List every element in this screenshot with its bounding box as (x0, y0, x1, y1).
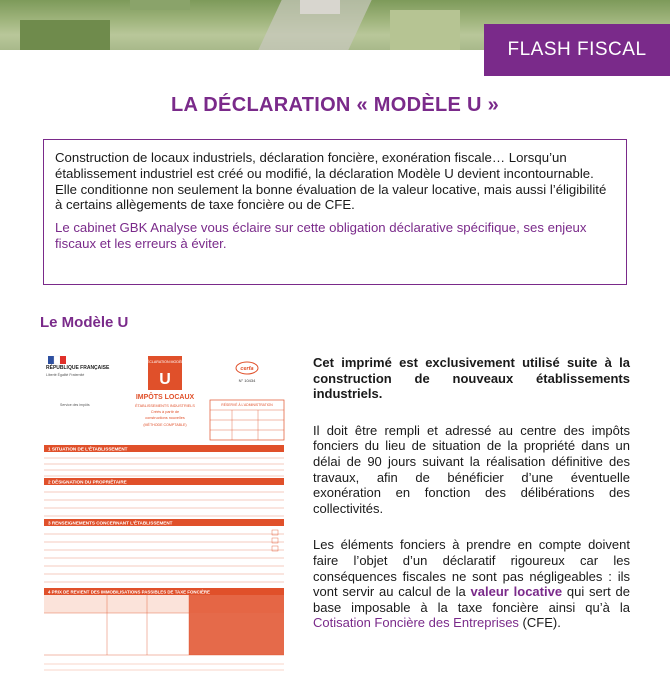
tax-text-b: qui sert de base imposable à la taxe foncière ainsi qu’à la (313, 584, 631, 615)
valeur-locative-highlight: valeur locative (470, 584, 563, 600)
page-title: LA DÉCLARATION « MODÈLE U » (170, 94, 500, 116)
form-republic: RÉPUBLIQUE FRANÇAISE (46, 365, 110, 371)
cfe-link[interactable]: Cotisation Foncière des Entreprises (313, 615, 519, 631)
tax-paragraph (313, 537, 630, 631)
text-column (313, 355, 630, 652)
form-sub3: constructions nouvelles (145, 416, 185, 420)
tax-text-c: (CFE). (518, 615, 561, 631)
modele-u-form-image (42, 354, 286, 676)
form-sub1: ÉTABLISSEMENTS INDUSTRIELS (135, 404, 195, 408)
intro-highlight-paragraph: Le cabinet GBK Analyse vous éclaire sur cette obligation déclarative spécifique, ses enjeux fiscaux et les erreurs à éviter. (55, 220, 587, 251)
form-section-4: 4 PRIX DE REVIENT DES IMMOBILISATIONS PASSIBLES DE TAXE FONCIÈRE (48, 589, 210, 595)
form-reserve-label: RÉSERVÉ À L’ADMINISTRATION (221, 403, 273, 407)
form-section-3: 3 RENSEIGNEMENTS CONCERNANT L’ÉTABLISSEMENT (48, 520, 173, 526)
flash-fiscal-badge: FLASH FISCAL (484, 24, 670, 76)
form-badge-label: DÉCLARATION MODÈLE (144, 360, 186, 364)
form-section-1: 1 SITUATION DE L’ÉTABLISSEMENT (48, 446, 128, 452)
form-cerfa-logo: cerfa (240, 366, 254, 372)
intro-paragraph: Construction de locaux industriels, déclaration foncière, exonération fiscale… Lorsqu’un établissement industriel est créé ou modifié, la déclaration Modèle U devient incontournable. Elle conditionne non seulement la bonne évaluation de la valeur locative, mais aussi l’éligibilité à certains allègements de taxe foncière ou de CFE. (55, 150, 607, 213)
form-sub4: (MÉTHODE COMPTABLE) (143, 423, 187, 427)
tax-text-a: Les éléments fonciers à prendre en compte doivent faire l’objet d’un déclaratif rigoureux car les conséquences fiscales ne sont pas négligeables : ils vont servir au calcul de la (313, 537, 630, 600)
form-section-2: 2 DÉSIGNATION DU PROPRIÉTAIRE (48, 479, 127, 485)
marianne-logo-icon (48, 356, 66, 364)
section-heading: Le Modèle U (40, 314, 129, 331)
intro-box (43, 139, 627, 285)
form-sub2: Créés à partir de (150, 410, 180, 414)
form-title: IMPÔTS LOCAUX (135, 394, 195, 401)
form-motto: Liberté Égalité Fraternité (46, 373, 85, 377)
lead-paragraph: Cet imprimé est exclusivement utilisé suite à la construction de nouveaux établissements industriels. (313, 355, 630, 402)
deadline-paragraph: Il doit être rempli et adressé au centre des impôts fonciers du lieu de situation de la propriété dans un délai de 90 jours suivant la réalisation définitive des travaux, afin de bénéficier d’une éventuelle exonération en fonction des délibérations des collectivités. (313, 422, 630, 516)
form-service: Service des impôts (60, 403, 90, 407)
form-badge-letter: U (159, 371, 171, 388)
form-cerfa-number: N° 10434 (238, 378, 256, 383)
